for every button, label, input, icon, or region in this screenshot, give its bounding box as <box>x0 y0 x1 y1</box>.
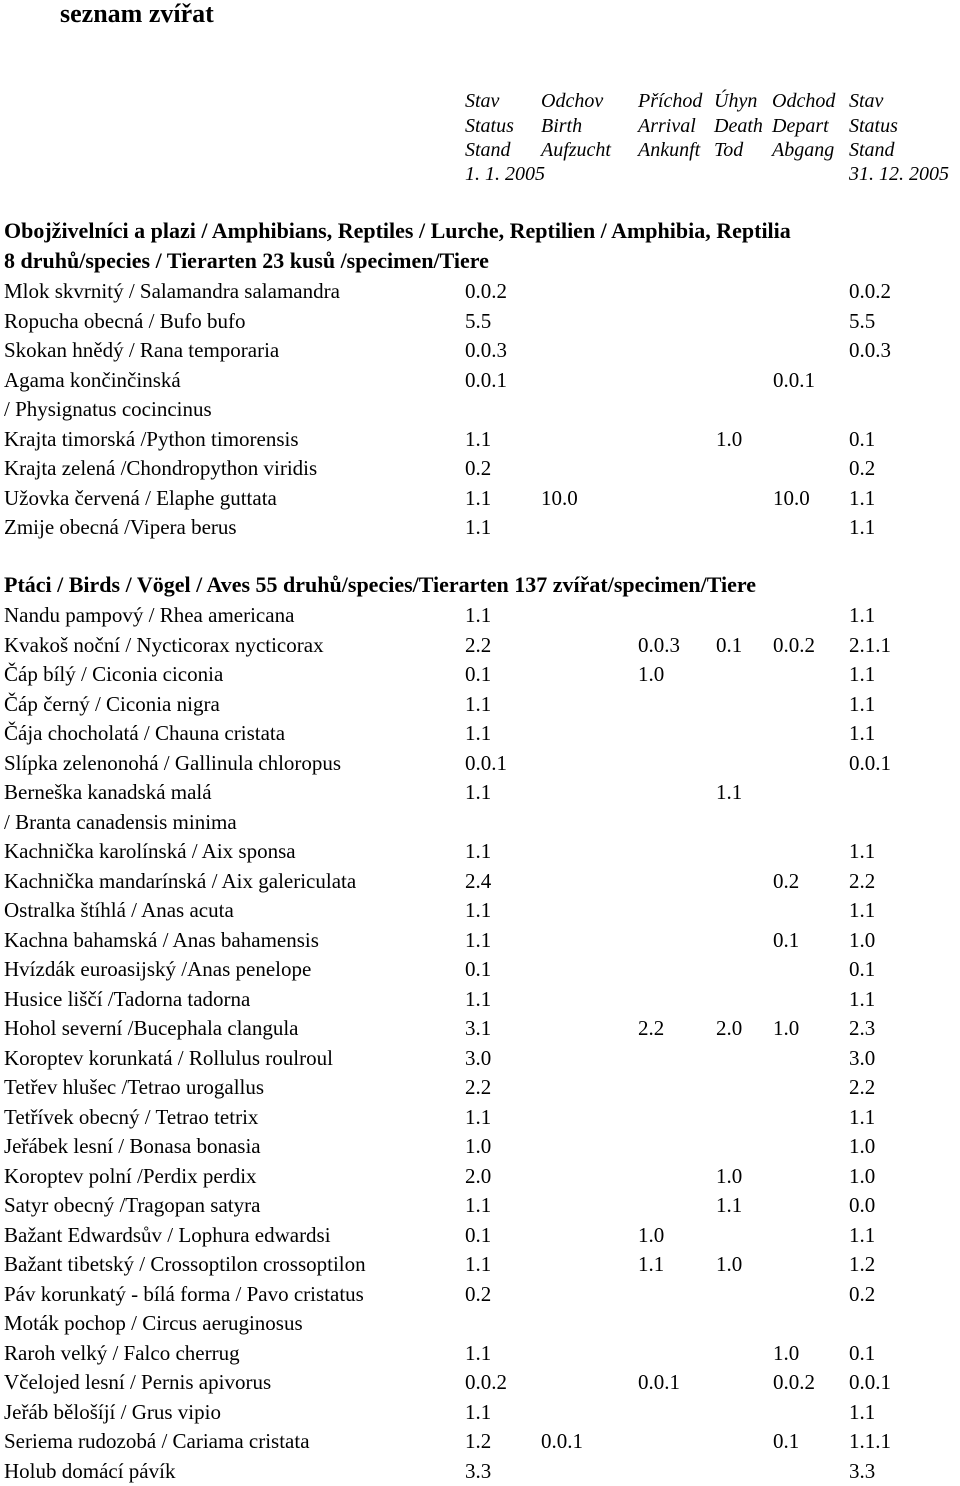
header-col-odchov <box>541 89 611 163</box>
table-amphibians <box>0 277 960 543</box>
table-row <box>0 1103 960 1133</box>
count-cell-f: 2.2 <box>849 1073 875 1103</box>
species-name: Tetřev hlušec /Tetrao urogallus <box>4 1073 264 1103</box>
species-name: / Physignatus cocincinus <box>4 395 212 425</box>
table-row <box>0 1044 960 1074</box>
header-col-uhyn <box>714 89 763 163</box>
table-row <box>0 1398 960 1428</box>
count-cell-a: 2.4 <box>465 867 491 897</box>
species-name: Mlok skvrnitý / Salamandra salamandra <box>4 277 340 307</box>
count-cell-f: 1.0 <box>849 1132 875 1162</box>
count-cell-e: 1.0 <box>773 1339 799 1369</box>
header-label: Odchov <box>541 89 611 114</box>
count-cell-c: 1.0 <box>638 1221 664 1251</box>
species-name: Kachnička mandarínská / Aix galericulata <box>4 867 356 897</box>
count-cell-f: 1.1 <box>849 1398 875 1428</box>
table-row <box>0 1280 960 1310</box>
species-name: Kachna bahamská / Anas bahamensis <box>4 926 319 956</box>
header-label: Status <box>849 114 898 139</box>
header-label: Úhyn <box>714 89 763 114</box>
count-cell-e: 0.0.2 <box>773 1368 815 1398</box>
species-name: Kachnička karolínská / Aix sponsa <box>4 837 296 867</box>
table-row <box>0 808 960 838</box>
table-row <box>0 1191 960 1221</box>
count-cell-f: 3.3 <box>849 1457 875 1486</box>
species-name: Zmije obecná /Vipera berus <box>4 513 237 543</box>
count-cell-d: 1.0 <box>716 1162 742 1192</box>
table-row <box>0 1073 960 1103</box>
count-cell-e: 1.0 <box>773 1014 799 1044</box>
species-name: Jeřáb bělošíjí / Grus vipio <box>4 1398 221 1428</box>
table-row <box>0 1309 960 1339</box>
table-row <box>0 1457 960 1486</box>
count-cell-a: 2.2 <box>465 1073 491 1103</box>
header-label: Aufzucht <box>541 138 611 163</box>
count-cell-a: 0.0.1 <box>465 749 507 779</box>
count-cell-f: 1.1 <box>849 985 875 1015</box>
header-col-stav-start <box>465 89 514 163</box>
table-row <box>0 484 960 514</box>
species-name: Krajta zelená /Chondropython viridis <box>4 454 317 484</box>
count-cell-d: 0.1 <box>716 631 742 661</box>
date-end: 31. 12. 2005 <box>849 162 949 186</box>
count-cell-a: 3.1 <box>465 1014 491 1044</box>
count-cell-a: 0.0.1 <box>465 366 507 396</box>
table-row <box>0 690 960 720</box>
count-cell-f: 1.1 <box>849 837 875 867</box>
count-cell-a: 1.1 <box>465 1191 491 1221</box>
count-cell-f: 1.1 <box>849 719 875 749</box>
count-cell-a: 1.1 <box>465 719 491 749</box>
count-cell-f: 2.3 <box>849 1014 875 1044</box>
header-label: Stav <box>465 89 514 114</box>
count-cell-a: 1.1 <box>465 985 491 1015</box>
count-cell-a: 0.0.2 <box>465 277 507 307</box>
table-row <box>0 1132 960 1162</box>
header-label: Příchod <box>638 89 702 114</box>
species-name: Nandu pampový / Rhea americana <box>4 601 294 631</box>
count-cell-d: 1.1 <box>716 1191 742 1221</box>
table-row <box>0 778 960 808</box>
count-cell-a: 1.1 <box>465 896 491 926</box>
date-start: 1. 1. 2005 <box>465 162 545 186</box>
header-label: Death <box>714 114 763 139</box>
species-name: Holub domácí pávík <box>4 1457 175 1486</box>
table-row <box>0 1221 960 1251</box>
count-cell-a: 3.0 <box>465 1044 491 1074</box>
count-cell-f: 0.0.1 <box>849 749 891 779</box>
count-cell-a: 1.1 <box>465 484 491 514</box>
table-row <box>0 1162 960 1192</box>
count-cell-d: 2.0 <box>716 1014 742 1044</box>
species-name: Hohol severní /Bucephala clangula <box>4 1014 298 1044</box>
count-cell-f: 1.1 <box>849 484 875 514</box>
species-name: Čája chocholatá / Chauna cristata <box>4 719 285 749</box>
count-cell-f: 1.1 <box>849 896 875 926</box>
table-row <box>0 1339 960 1369</box>
table-row <box>0 955 960 985</box>
count-cell-c: 0.0.1 <box>638 1368 680 1398</box>
count-cell-a: 3.3 <box>465 1457 491 1486</box>
count-cell-f: 3.0 <box>849 1044 875 1074</box>
table-row <box>0 277 960 307</box>
table-row <box>0 660 960 690</box>
count-cell-f: 1.2 <box>849 1250 875 1280</box>
count-cell-b: 10.0 <box>541 484 578 514</box>
count-cell-f: 0.1 <box>849 1339 875 1369</box>
species-name: Kvakoš noční / Nycticorax nycticorax <box>4 631 324 661</box>
count-cell-a: 1.1 <box>465 601 491 631</box>
header-label: Ankunft <box>638 138 702 163</box>
header-label: Arrival <box>638 114 702 139</box>
section-title-amphibians-line1: Obojživelníci a plazi / Amphibians, Reptiles / Lurche, Reptilien / Amphibia, Reptilia <box>4 216 791 246</box>
count-cell-f: 0.0.1 <box>849 1368 891 1398</box>
count-cell-a: 1.1 <box>465 1250 491 1280</box>
count-cell-e: 0.0.1 <box>773 366 815 396</box>
count-cell-a: 1.1 <box>465 1398 491 1428</box>
count-cell-f: 5.5 <box>849 307 875 337</box>
table-row <box>0 601 960 631</box>
species-name: Včelojed lesní / Pernis apivorus <box>4 1368 271 1398</box>
count-cell-a: 1.0 <box>465 1132 491 1162</box>
header-label: Tod <box>714 138 763 163</box>
count-cell-a: 1.1 <box>465 425 491 455</box>
species-name: Čáp černý / Ciconia nigra <box>4 690 220 720</box>
species-name: Seriema rudozobá / Cariama cristata <box>4 1427 310 1457</box>
species-name: Hvízdák euroasijský /Anas penelope <box>4 955 311 985</box>
species-name: Moták pochop / Circus aeruginosus <box>4 1309 303 1339</box>
count-cell-c: 1.0 <box>638 660 664 690</box>
count-cell-f: 1.0 <box>849 926 875 956</box>
count-cell-f: 0.0 <box>849 1191 875 1221</box>
species-name: Páv korunkatý - bílá forma / Pavo cristatus <box>4 1280 364 1310</box>
count-cell-f: 0.2 <box>849 454 875 484</box>
count-cell-a: 2.2 <box>465 631 491 661</box>
count-cell-a: 1.1 <box>465 690 491 720</box>
count-cell-a: 1.1 <box>465 926 491 956</box>
table-row <box>0 1250 960 1280</box>
count-cell-e: 0.2 <box>773 867 799 897</box>
count-cell-b: 0.0.1 <box>541 1427 583 1457</box>
count-cell-a: 1.1 <box>465 1339 491 1369</box>
count-cell-a: 0.2 <box>465 454 491 484</box>
count-cell-e: 10.0 <box>773 484 810 514</box>
page-title: seznam zvířat <box>60 0 214 30</box>
table-row <box>0 513 960 543</box>
count-cell-a: 5.5 <box>465 307 491 337</box>
count-cell-d: 1.0 <box>716 1250 742 1280</box>
species-name: Užovka červená / Elaphe guttata <box>4 484 277 514</box>
count-cell-e: 0.1 <box>773 926 799 956</box>
header-label: Depart <box>772 114 835 139</box>
section-title-birds: Ptáci / Birds / Vögel / Aves 55 druhů/species/Tierarten 137 zvířat/specimen/Tiere <box>4 570 756 600</box>
count-cell-f: 1.1.1 <box>849 1427 891 1457</box>
species-name: Ostralka štíhlá / Anas acuta <box>4 896 234 926</box>
table-row <box>0 837 960 867</box>
count-cell-a: 1.1 <box>465 778 491 808</box>
species-name: Koroptev korunkatá / Rollulus roulroul <box>4 1044 333 1074</box>
species-name: Tetřívek obecný / Tetrao tetrix <box>4 1103 258 1133</box>
count-cell-a: 1.1 <box>465 513 491 543</box>
count-cell-a: 0.0.2 <box>465 1368 507 1398</box>
header-label: Birth <box>541 114 611 139</box>
header-label: Stand <box>465 138 514 163</box>
header-col-stav-end <box>849 89 898 163</box>
species-name: Satyr obecný /Tragopan satyra <box>4 1191 260 1221</box>
header-label: Stand <box>849 138 898 163</box>
header-col-prichod <box>638 89 702 163</box>
species-name: / Branta canadensis minima <box>4 808 237 838</box>
count-cell-f: 0.1 <box>849 955 875 985</box>
count-cell-f: 1.1 <box>849 1221 875 1251</box>
count-cell-f: 1.1 <box>849 513 875 543</box>
species-name: Slípka zelenonohá / Gallinula chloropus <box>4 749 341 779</box>
table-row <box>0 867 960 897</box>
count-cell-f: 0.2 <box>849 1280 875 1310</box>
count-cell-c: 2.2 <box>638 1014 664 1044</box>
count-cell-e: 0.0.2 <box>773 631 815 661</box>
count-cell-a: 0.1 <box>465 660 491 690</box>
count-cell-f: 2.1.1 <box>849 631 891 661</box>
table-birds <box>0 601 960 1486</box>
count-cell-a: 0.1 <box>465 1221 491 1251</box>
count-cell-f: 0.0.3 <box>849 336 891 366</box>
species-name: Agama končinčinská <box>4 366 181 396</box>
table-row <box>0 366 960 396</box>
table-row <box>0 1368 960 1398</box>
table-row <box>0 395 960 425</box>
species-name: Čáp bílý / Ciconia ciconia <box>4 660 223 690</box>
count-cell-a: 0.2 <box>465 1280 491 1310</box>
species-name: Jeřábek lesní / Bonasa bonasia <box>4 1132 261 1162</box>
header-label: Status <box>465 114 514 139</box>
count-cell-a: 0.1 <box>465 955 491 985</box>
count-cell-f: 1.0 <box>849 1162 875 1192</box>
species-name: Koroptev polní /Perdix perdix <box>4 1162 257 1192</box>
header-col-odchod <box>772 89 835 163</box>
species-name: Berneška kanadská malá <box>4 778 212 808</box>
count-cell-d: 1.1 <box>716 778 742 808</box>
count-cell-f: 0.0.2 <box>849 277 891 307</box>
species-name: Raroh velký / Falco cherrug <box>4 1339 240 1369</box>
table-row <box>0 454 960 484</box>
count-cell-c: 1.1 <box>638 1250 664 1280</box>
species-name: Bažant Edwardsův / Lophura edwardsi <box>4 1221 331 1251</box>
table-row <box>0 896 960 926</box>
table-row <box>0 749 960 779</box>
count-cell-d: 1.0 <box>716 425 742 455</box>
table-row <box>0 1014 960 1044</box>
count-cell-f: 1.1 <box>849 660 875 690</box>
count-cell-f: 0.1 <box>849 425 875 455</box>
count-cell-f: 1.1 <box>849 601 875 631</box>
table-row <box>0 985 960 1015</box>
table-row <box>0 926 960 956</box>
count-cell-e: 0.1 <box>773 1427 799 1457</box>
count-cell-f: 1.1 <box>849 1103 875 1133</box>
section-title-amphibians-line2: 8 druhů/species / Tierarten 23 kusů /specimen/Tiere <box>4 246 489 276</box>
count-cell-a: 1.1 <box>465 1103 491 1133</box>
species-name: Skokan hnědý / Rana temporaria <box>4 336 279 366</box>
count-cell-a: 2.0 <box>465 1162 491 1192</box>
table-row <box>0 336 960 366</box>
species-name: Husice liščí /Tadorna tadorna <box>4 985 250 1015</box>
table-row <box>0 719 960 749</box>
species-name: Bažant tibetský / Crossoptilon crossoptilon <box>4 1250 366 1280</box>
header-label: Abgang <box>772 138 835 163</box>
count-cell-a: 1.2 <box>465 1427 491 1457</box>
header-label: Stav <box>849 89 898 114</box>
species-name: Krajta timorská /Python timorensis <box>4 425 299 455</box>
count-cell-a: 0.0.3 <box>465 336 507 366</box>
count-cell-c: 0.0.3 <box>638 631 680 661</box>
count-cell-f: 1.1 <box>849 690 875 720</box>
header-label: Odchod <box>772 89 835 114</box>
table-row <box>0 1427 960 1457</box>
count-cell-a: 1.1 <box>465 837 491 867</box>
table-row <box>0 425 960 455</box>
count-cell-f: 2.2 <box>849 867 875 897</box>
table-row <box>0 631 960 661</box>
table-row <box>0 307 960 337</box>
species-name: Ropucha obecná / Bufo bufo <box>4 307 245 337</box>
